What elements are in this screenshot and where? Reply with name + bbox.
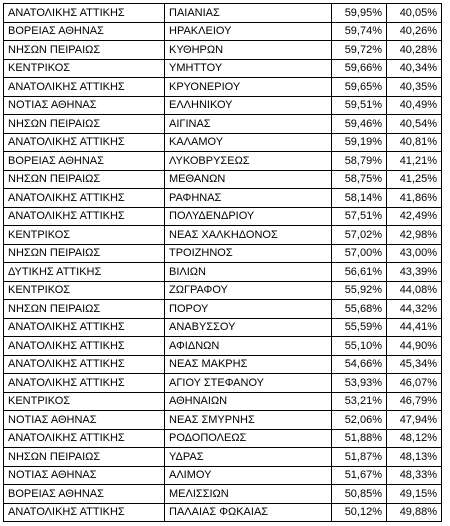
region-cell: ΝΗΣΩΝ ΠΕΙΡΑΙΩΣ (4, 115, 165, 134)
table-row (4, 503, 442, 522)
percent-b-cell: 40,05% (387, 4, 442, 23)
percent-a-cell: 53,93% (332, 374, 387, 393)
percent-a-cell: 55,68% (332, 300, 387, 319)
region-cell: ΑΝΑΤΟΛΙΚΗΣ ΑΤΤΙΚΗΣ (4, 503, 165, 522)
municipality-cell: ΡΟΔΟΠΟΛΕΩΣ (165, 429, 332, 448)
table-row (4, 337, 442, 356)
percent-b-cell: 41,21% (387, 152, 442, 171)
municipality-cell: ΒΙΛΙΩΝ (165, 263, 332, 282)
percent-a-cell: 57,00% (332, 244, 387, 263)
municipality-cell: ΝΕΑΣ ΧΑΛΚΗΔΟΝΟΣ (165, 226, 332, 245)
municipality-cell: ΠΟΛΥΔΕΝΔΡΙΟΥ (165, 207, 332, 226)
region-cell: ΒΟΡΕΙΑΣ ΑΘΗΝΑΣ (4, 22, 165, 41)
municipality-cell: ΡΑΦΗΝΑΣ (165, 189, 332, 208)
region-cell: ΑΝΑΤΟΛΙΚΗΣ ΑΤΤΙΚΗΣ (4, 355, 165, 374)
percent-a-cell: 54,66% (332, 355, 387, 374)
percent-a-cell: 58,14% (332, 189, 387, 208)
percent-b-cell: 49,88% (387, 503, 442, 522)
region-cell: ΒΟΡΕΙΑΣ ΑΘΗΝΑΣ (4, 485, 165, 504)
municipality-cell: ΑΘΗΝΑΙΩΝ (165, 392, 332, 411)
percent-b-cell: 46,07% (387, 374, 442, 393)
municipality-cell: ΜΕΘΑΝΩΝ (165, 170, 332, 189)
municipality-cell: ΑΓΙΟΥ ΣΤΕΦΑΝΟΥ (165, 374, 332, 393)
region-cell: ΝΗΣΩΝ ΠΕΙΡΑΙΩΣ (4, 448, 165, 467)
region-cell: ΑΝΑΤΟΛΙΚΗΣ ΑΤΤΙΚΗΣ (4, 4, 165, 23)
region-cell: ΝΟΤΙΑΣ ΑΘΗΝΑΣ (4, 411, 165, 430)
percent-a-cell: 50,12% (332, 503, 387, 522)
municipality-cell: ΑΝΑΒΥΣΣΟΥ (165, 318, 332, 337)
region-cell: ΝΗΣΩΝ ΠΕΙΡΑΙΩΣ (4, 244, 165, 263)
table-row (4, 78, 442, 97)
table-row (4, 59, 442, 78)
table-row (4, 41, 442, 60)
percent-b-cell: 41,86% (387, 189, 442, 208)
municipality-cell: ΖΩΓΡΑΦΟΥ (165, 281, 332, 300)
percent-a-cell: 51,67% (332, 466, 387, 485)
region-cell: ΝΟΤΙΑΣ ΑΘΗΝΑΣ (4, 466, 165, 485)
table-row (4, 374, 442, 393)
percent-b-cell: 44,32% (387, 300, 442, 319)
percent-a-cell: 55,59% (332, 318, 387, 337)
region-cell: ΝΗΣΩΝ ΠΕΙΡΑΙΩΣ (4, 170, 165, 189)
percent-b-cell: 48,33% (387, 466, 442, 485)
percent-a-cell: 58,75% (332, 170, 387, 189)
table-row (4, 152, 442, 171)
region-cell: ΝΗΣΩΝ ΠΕΙΡΑΙΩΣ (4, 41, 165, 60)
percent-a-cell: 55,92% (332, 281, 387, 300)
percent-a-cell: 51,87% (332, 448, 387, 467)
region-cell: ΚΕΝΤΡΙΚΟΣ (4, 281, 165, 300)
municipality-cell: ΚΡΥΟΝΕΡΙΟΥ (165, 78, 332, 97)
region-cell: ΑΝΑΤΟΛΙΚΗΣ ΑΤΤΙΚΗΣ (4, 189, 165, 208)
percent-b-cell: 49,15% (387, 485, 442, 504)
percent-a-cell: 59,66% (332, 59, 387, 78)
municipality-cell: ΤΡΟΙΖΗΝΟΣ (165, 244, 332, 263)
municipality-cell: ΥΔΡΑΣ (165, 448, 332, 467)
table-row (4, 226, 442, 245)
percent-a-cell: 59,46% (332, 115, 387, 134)
table-row (4, 485, 442, 504)
table-row (4, 244, 442, 263)
table-row (4, 466, 442, 485)
percent-a-cell: 59,95% (332, 4, 387, 23)
percent-a-cell: 51,88% (332, 429, 387, 448)
percent-b-cell: 48,13% (387, 448, 442, 467)
percent-b-cell: 46,79% (387, 392, 442, 411)
region-cell: ΑΝΑΤΟΛΙΚΗΣ ΑΤΤΙΚΗΣ (4, 207, 165, 226)
region-cell: ΑΝΑΤΟΛΙΚΗΣ ΑΤΤΙΚΗΣ (4, 337, 165, 356)
municipality-cell: ΠΟΡΟΥ (165, 300, 332, 319)
municipality-cell: ΕΛΛΗΝΙΚΟΥ (165, 96, 332, 115)
region-cell: ΒΟΡΕΙΑΣ ΑΘΗΝΑΣ (4, 152, 165, 171)
municipality-cell: ΑΙΓΙΝΑΣ (165, 115, 332, 134)
results-table-container (3, 3, 442, 522)
percent-a-cell: 59,19% (332, 133, 387, 152)
municipality-cell: ΚΑΛΑΜΟΥ (165, 133, 332, 152)
percent-b-cell: 40,35% (387, 78, 442, 97)
percent-b-cell: 44,90% (387, 337, 442, 356)
percent-b-cell: 44,08% (387, 281, 442, 300)
region-cell: ΑΝΑΤΟΛΙΚΗΣ ΑΤΤΙΚΗΣ (4, 78, 165, 97)
municipality-cell: ΠΑΙΑΝΙΑΣ (165, 4, 332, 23)
percent-b-cell: 43,00% (387, 244, 442, 263)
percent-b-cell: 40,26% (387, 22, 442, 41)
municipality-cell: ΛΥΚΟΒΡΥΣΕΩΣ (165, 152, 332, 171)
region-cell: ΝΟΤΙΑΣ ΑΘΗΝΑΣ (4, 96, 165, 115)
table-row (4, 22, 442, 41)
table-row (4, 300, 442, 319)
percent-b-cell: 40,81% (387, 133, 442, 152)
results-table-body (4, 4, 442, 522)
municipality-cell: ΝΕΑΣ ΣΜΥΡΝΗΣ (165, 411, 332, 430)
region-cell: ΔΥΤΙΚΗΣ ΑΤΤΙΚΗΣ (4, 263, 165, 282)
percent-b-cell: 43,39% (387, 263, 442, 282)
region-cell: ΚΕΝΤΡΙΚΟΣ (4, 59, 165, 78)
percent-b-cell: 40,49% (387, 96, 442, 115)
municipality-cell: ΗΡΑΚΛΕΙΟΥ (165, 22, 332, 41)
percent-a-cell: 57,02% (332, 226, 387, 245)
percent-a-cell: 57,51% (332, 207, 387, 226)
table-row (4, 96, 442, 115)
region-cell: ΑΝΑΤΟΛΙΚΗΣ ΑΤΤΙΚΗΣ (4, 429, 165, 448)
percent-a-cell: 56,61% (332, 263, 387, 282)
percent-b-cell: 44,41% (387, 318, 442, 337)
table-row (4, 318, 442, 337)
percent-b-cell: 42,98% (387, 226, 442, 245)
region-cell: ΑΝΑΤΟΛΙΚΗΣ ΑΤΤΙΚΗΣ (4, 133, 165, 152)
percent-a-cell: 55,10% (332, 337, 387, 356)
municipality-cell: ΜΕΛΙΣΣΙΩΝ (165, 485, 332, 504)
percent-a-cell: 59,65% (332, 78, 387, 97)
table-row (4, 133, 442, 152)
table-row (4, 4, 442, 23)
percent-a-cell: 59,72% (332, 41, 387, 60)
region-cell: ΑΝΑΤΟΛΙΚΗΣ ΑΤΤΙΚΗΣ (4, 318, 165, 337)
region-cell: ΑΝΑΤΟΛΙΚΗΣ ΑΤΤΙΚΗΣ (4, 374, 165, 393)
table-row (4, 207, 442, 226)
municipality-cell: ΑΛΙΜΟΥ (165, 466, 332, 485)
table-row (4, 448, 442, 467)
municipality-cell: ΥΜΗΤΤΟΥ (165, 59, 332, 78)
municipality-cell: ΠΑΛΑΙΑΣ ΦΩΚΑΙΑΣ (165, 503, 332, 522)
table-row (4, 355, 442, 374)
table-row (4, 263, 442, 282)
region-cell: ΚΕΝΤΡΙΚΟΣ (4, 226, 165, 245)
region-cell: ΝΗΣΩΝ ΠΕΙΡΑΙΩΣ (4, 300, 165, 319)
percent-b-cell: 45,34% (387, 355, 442, 374)
municipality-cell: ΚΥΘΗΡΩΝ (165, 41, 332, 60)
percent-a-cell: 59,74% (332, 22, 387, 41)
table-row (4, 429, 442, 448)
table-row (4, 115, 442, 134)
percent-b-cell: 40,34% (387, 59, 442, 78)
percent-a-cell: 50,85% (332, 485, 387, 504)
percent-b-cell: 42,49% (387, 207, 442, 226)
region-cell: ΚΕΝΤΡΙΚΟΣ (4, 392, 165, 411)
table-row (4, 170, 442, 189)
percent-b-cell: 41,25% (387, 170, 442, 189)
percent-b-cell: 48,12% (387, 429, 442, 448)
percent-a-cell: 52,06% (332, 411, 387, 430)
percent-a-cell: 59,51% (332, 96, 387, 115)
percent-a-cell: 58,79% (332, 152, 387, 171)
results-table (3, 3, 442, 522)
municipality-cell: ΑΦΙΔΝΩΝ (165, 337, 332, 356)
percent-b-cell: 47,94% (387, 411, 442, 430)
table-row (4, 411, 442, 430)
table-row (4, 281, 442, 300)
percent-a-cell: 53,21% (332, 392, 387, 411)
percent-b-cell: 40,28% (387, 41, 442, 60)
municipality-cell: ΝΕΑΣ ΜΑΚΡΗΣ (165, 355, 332, 374)
table-row (4, 189, 442, 208)
percent-b-cell: 40,54% (387, 115, 442, 134)
table-row (4, 392, 442, 411)
